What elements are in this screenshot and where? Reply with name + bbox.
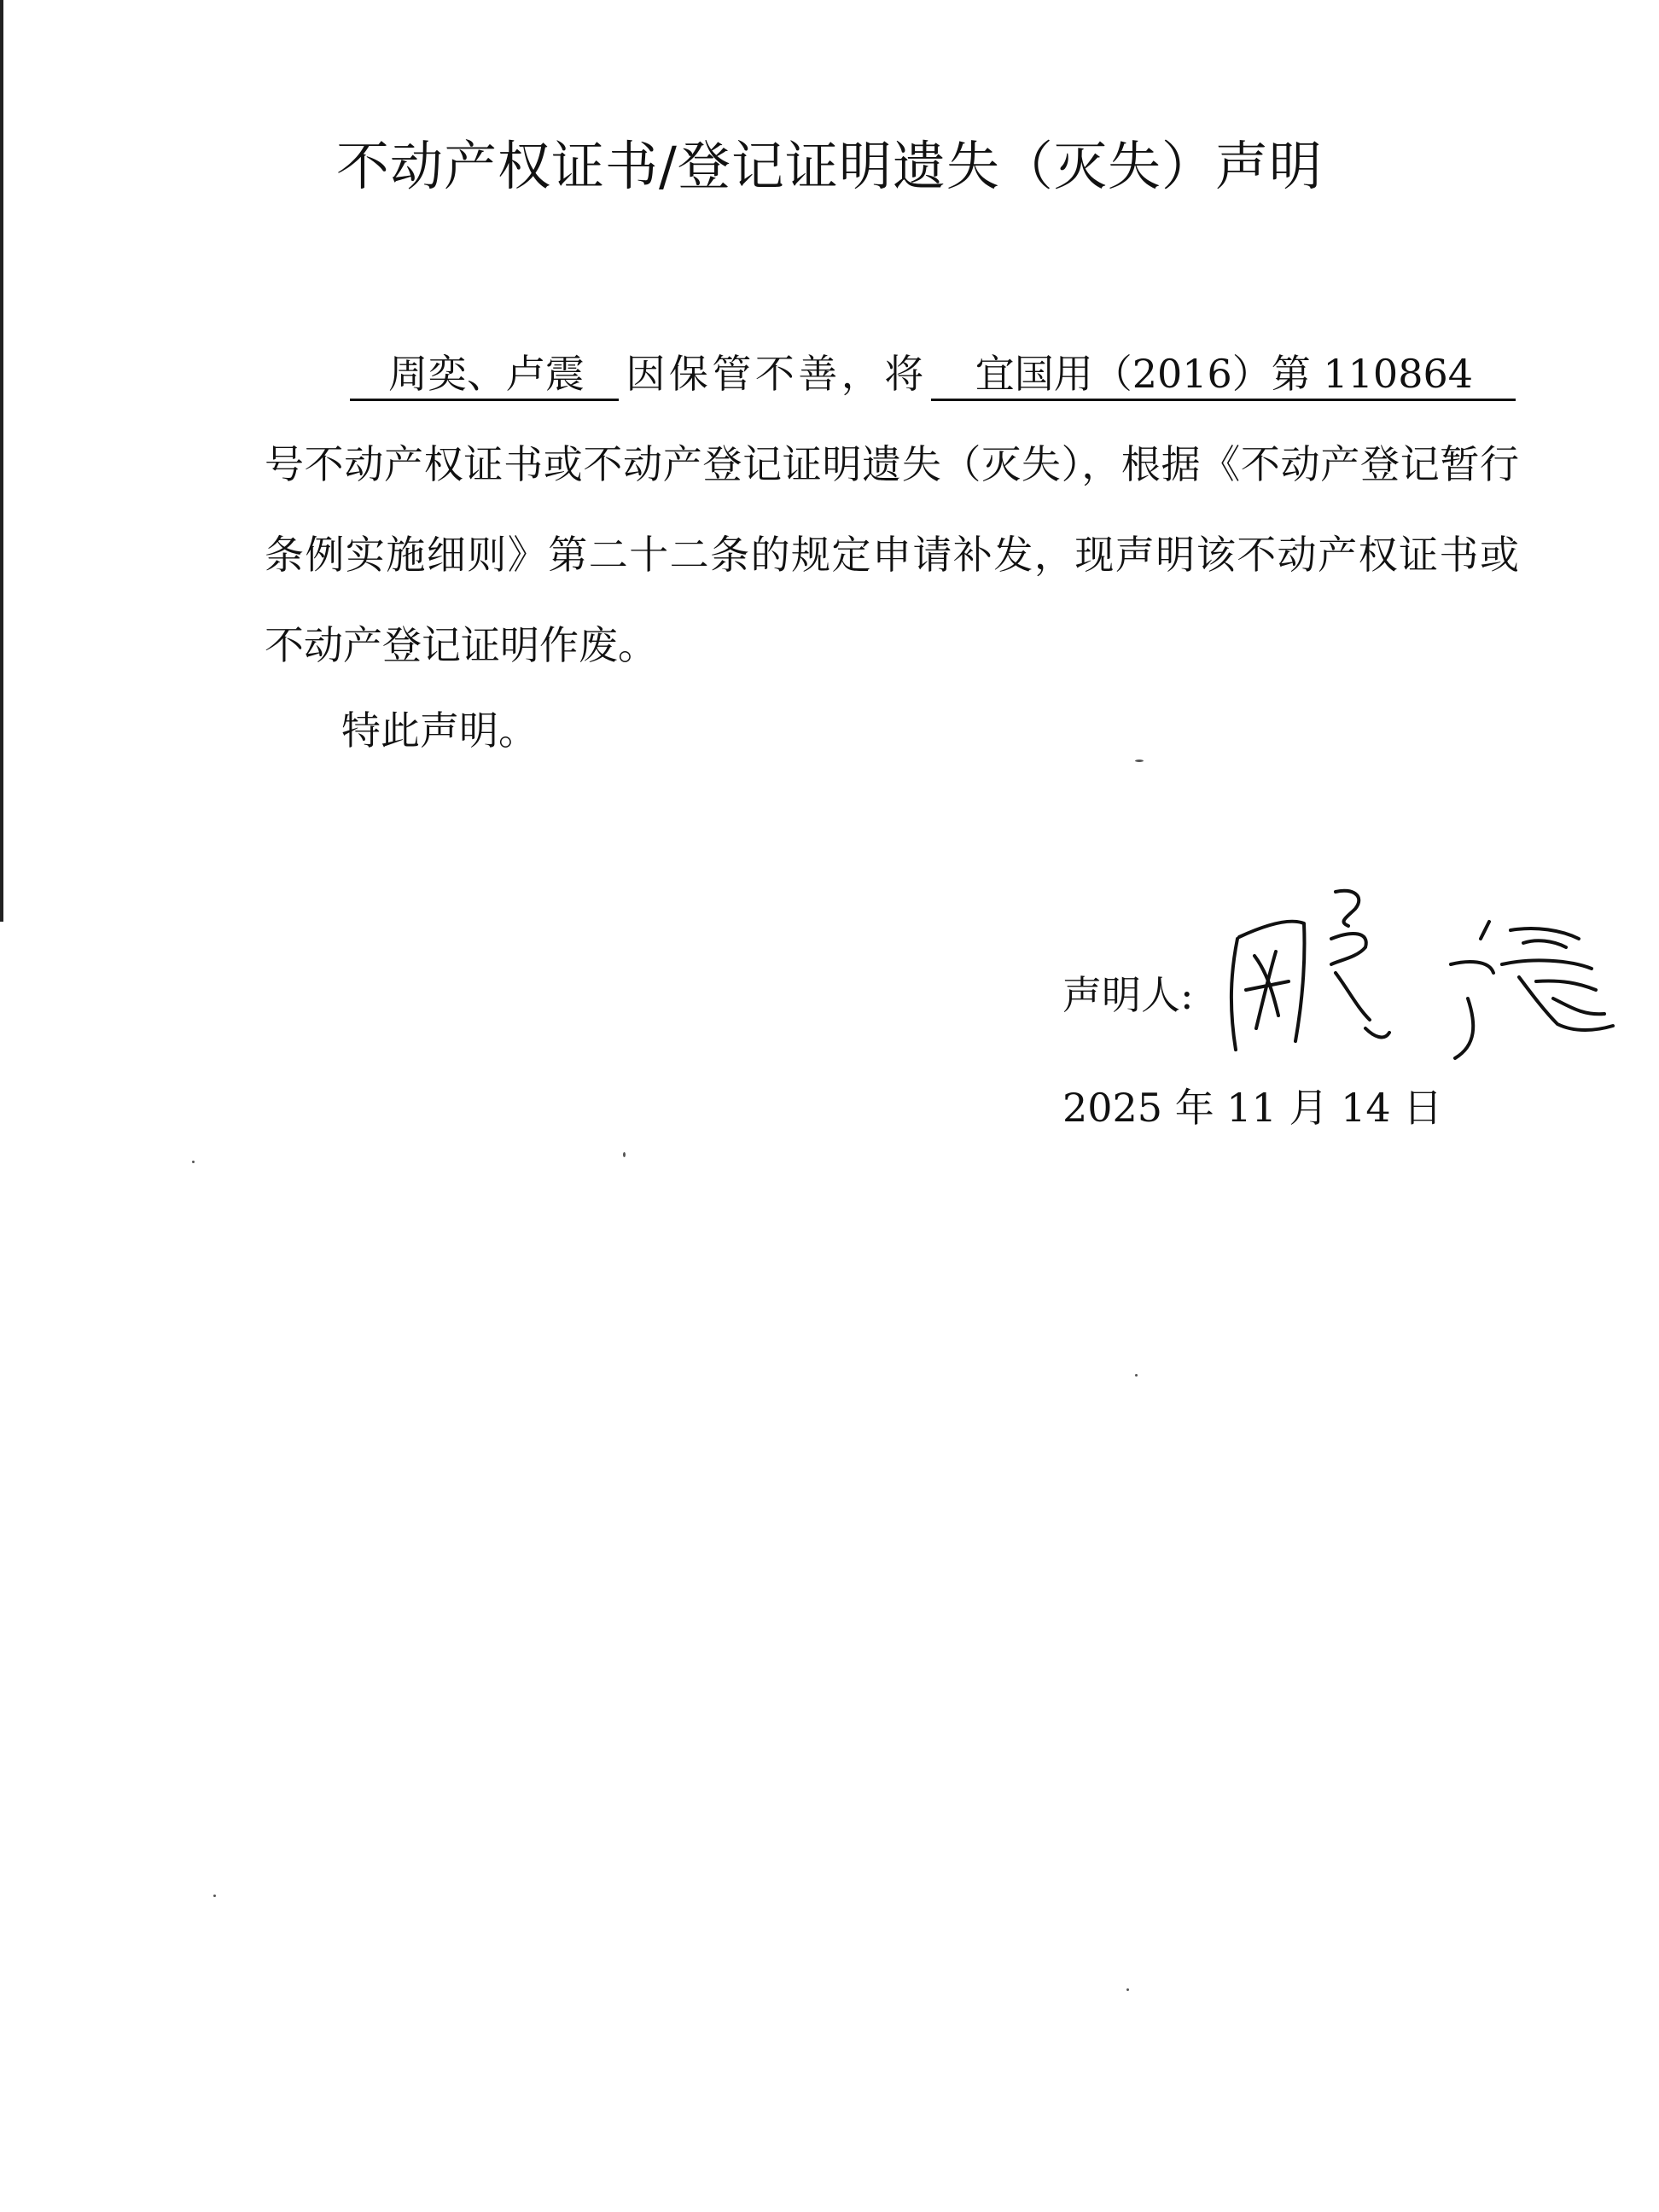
scan-speck — [192, 1161, 195, 1163]
declaration-date: 2025 年 11 月 14 日 — [1062, 1085, 1443, 1131]
scan-speck — [623, 1152, 626, 1157]
statement-body: 号不动产权证书或不动产登记证明遗失（灭失），根据《不动产登记暂行条例实施细则》第二十二条的规定申请补发，现声明该不动产权证书或不动产登记证明作废。 — [265, 441, 1519, 668]
holders-names: 周奕、卢震 — [350, 354, 619, 401]
declarant-label: 声明人: — [1062, 972, 1194, 1018]
certificate-number: 宜国用（2016）第 110864 — [931, 354, 1516, 401]
document-title: 不动产权证书/登记证明遗失（灭失）声明 — [336, 135, 1323, 197]
statement-reason: 因保管不善，将 — [622, 351, 928, 397]
scan-speck — [213, 1895, 216, 1897]
handwritten-signature — [1195, 879, 1639, 1075]
closing-remark: 特此声明。 — [341, 707, 538, 754]
scan-speck — [1135, 1374, 1138, 1377]
scan-speck — [1135, 760, 1144, 762]
scan-speck — [1126, 1988, 1129, 1991]
statement-paragraph — [265, 329, 1519, 690]
